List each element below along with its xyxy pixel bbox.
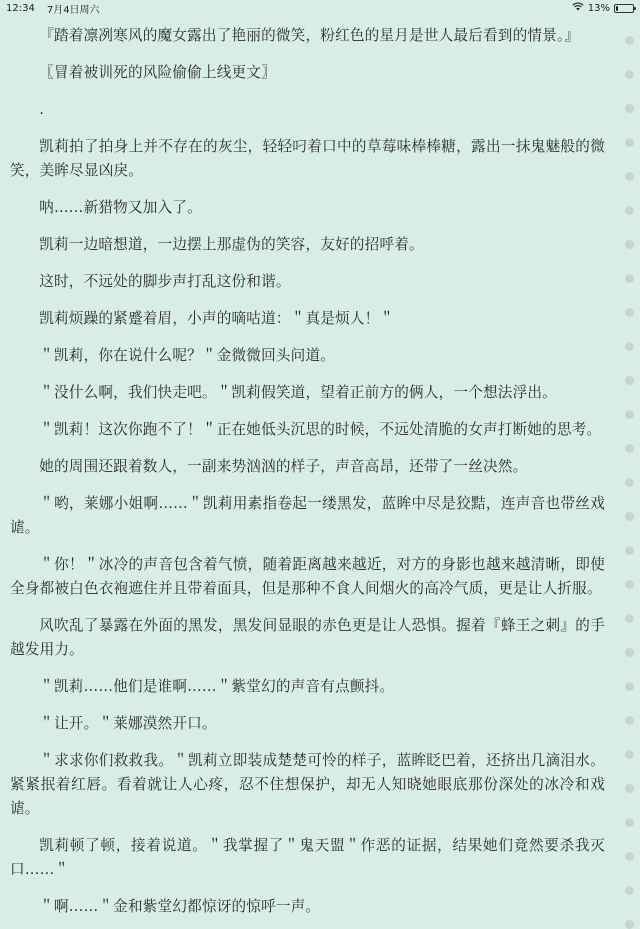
page-dot[interactable] (625, 274, 634, 283)
page-dot[interactable] (625, 920, 634, 929)
page-dot[interactable] (625, 308, 634, 317)
paragraph: ＂凯莉！这次你跑不了！＂正在她低头沉思的时候，不远处清脆的女声打断她的思考。 (39, 421, 602, 438)
page-scroll-indicator[interactable] (622, 36, 636, 929)
page-dot[interactable] (625, 206, 634, 215)
paragraph: 这时，不远处的脚步声打乱这份和谐。 (39, 273, 291, 290)
battery-percent: 13% (587, 2, 610, 14)
page-dot[interactable] (625, 716, 634, 725)
paragraph: 凯莉一边暗想道，一边摆上那虚伪的笑容，友好的招呼着。 (39, 236, 424, 253)
page-dot[interactable] (625, 512, 634, 521)
paragraph: ＂没什么啊，我们快走吧。＂凯莉假笑道，望着正前方的俩人，一个想法浮出。 (39, 384, 557, 401)
paragraph: ＂求求你们救救我。＂凯莉立即装成楚楚可怜的样子，蓝眸眨巴着，还挤出几滴泪水。紧紧抿着红唇。看着就让人心疼，忍不住想保护，却无人知晓她眼底那份深处的冰冷和戏谑。 (10, 752, 605, 817)
status-bar (0, 0, 640, 16)
paragraph: 她的周围还跟着数人，一副来势汹汹的样子，声音高昂，还带了一丝决然。 (39, 458, 528, 475)
page-dot[interactable] (625, 682, 634, 691)
page-dot[interactable] (625, 104, 634, 113)
paragraph: 凯莉拍了拍身上并不存在的灰尘，轻轻叼着口中的草莓味棒棒糖，露出一抹鬼魅般的微笑，美眸尽显凶戾。 (10, 138, 605, 179)
reading-content[interactable] (0, 20, 615, 915)
page-dot[interactable] (625, 478, 634, 487)
paragraph: 〖冒着被训死的风险偷偷上线更文〗 (39, 64, 276, 81)
paragraph: ＂你！＂冰冷的声音包含着气愤，随着距离越来越近，对方的身影也越来越清晰，即使全身都被白色衣袍遮住并且带着面具，但是那种不食人间烟火的高冷气质，更是让人折服。 (10, 556, 605, 597)
paragraph: . (39, 101, 45, 118)
paragraph: 『踏着凛冽寒风的魔女露出了艳丽的微笑，粉红色的星月是世人最后看到的情景。』 (39, 27, 580, 44)
page-dot[interactable] (625, 784, 634, 793)
page-dot[interactable] (625, 172, 634, 181)
page-dot[interactable] (625, 546, 634, 555)
page-dot[interactable] (625, 886, 634, 895)
page-dot[interactable] (625, 580, 634, 589)
status-left (6, 1, 100, 16)
page-dot[interactable] (625, 240, 634, 249)
wifi-icon (572, 2, 584, 14)
page-dot[interactable] (625, 36, 634, 45)
paragraph: 凯莉烦躁的紧蹙着眉，小声的嘀咕道：＂真是烦人！＂ (39, 310, 395, 327)
page-dot[interactable] (625, 818, 634, 827)
paragraph: 凯莉顿了顿，接着说道。＂我掌握了＂鬼天盟＂作恶的证据，结果她们竟然要杀我灭口……＂ (10, 837, 605, 878)
paragraph: ＂哟，莱娜小姐啊……＂凯莉用素指卷起一缕黑发，蓝眸中尽是狡黠，连声音也带丝戏谑。 (10, 495, 605, 536)
page-dot[interactable] (625, 70, 634, 79)
paragraph: ＂让开。＂莱娜漠然开口。 (39, 715, 217, 732)
status-date: 7月4日周六 (46, 4, 100, 16)
page-dot[interactable] (625, 750, 634, 759)
page-dot[interactable] (625, 852, 634, 861)
page-dot[interactable] (625, 614, 634, 623)
paragraph: ＂凯莉，你在说什么呢？＂金微微回头问道。 (39, 347, 336, 364)
paragraph: 呐……新猎物又加入了。 (39, 199, 202, 216)
status-time: 12:34 (6, 2, 35, 14)
page-dot[interactable] (625, 376, 634, 385)
page-dot[interactable] (625, 342, 634, 351)
paragraph: ＂凯莉……他们是谁啊……＂紫堂幻的声音有点颤抖。 (39, 678, 395, 695)
paragraph: ＂啊……＂金和紫堂幻都惊讶的惊呼一声。 (39, 898, 321, 915)
battery-icon (614, 4, 634, 13)
battery-fill (616, 6, 618, 11)
page-dot[interactable] (625, 138, 634, 147)
status-right (572, 2, 634, 14)
page-dot[interactable] (625, 410, 634, 419)
page-dot[interactable] (625, 444, 634, 453)
page-dot[interactable] (625, 648, 634, 657)
paragraph: 风吹乱了暴露在外面的黑发，黑发间显眼的赤色更是让人恐惧。握着『蜂王之刺』的手越发用力。 (10, 617, 605, 658)
